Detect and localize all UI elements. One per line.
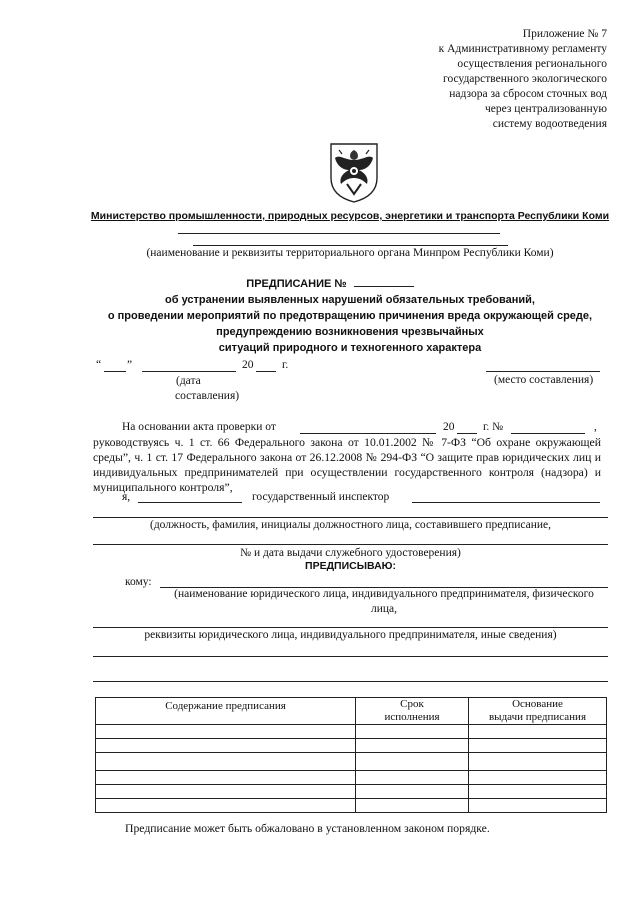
- header-content: [96, 698, 356, 725]
- coat-of-arms-icon: [327, 140, 381, 204]
- table-cell[interactable]: [469, 799, 607, 813]
- title-subline: о проведении мероприятий по предотвращению причинения вреда окружающей среде,: [107, 310, 593, 322]
- table-cell[interactable]: [96, 785, 356, 799]
- header-deadline-line: Срок: [400, 698, 424, 710]
- official-caption: (должность, фамилия, инициалы должностного лица, составившего предписание,: [149, 519, 552, 531]
- table-cell[interactable]: [356, 725, 469, 739]
- appendix-line: государственного экологического: [443, 73, 607, 85]
- table-cell[interactable]: [356, 771, 469, 785]
- table-cell[interactable]: [469, 771, 607, 785]
- table-row: [96, 785, 607, 799]
- prescriptions-table: [95, 697, 607, 813]
- act-number-label: г. №: [483, 421, 504, 433]
- header-basis-line: выдачи предписания: [488, 711, 587, 723]
- appendix-line: к Административному регламенту: [438, 43, 607, 55]
- table-cell[interactable]: [356, 739, 469, 753]
- act-date-blank-line: [300, 433, 436, 434]
- entity-caption: [160, 587, 608, 617]
- date-year: 20: [242, 359, 254, 371]
- organ-blank-line-1: [178, 233, 500, 234]
- ministry-name: Министерство промышленности, природных ресурсов, энергетики и транспорта Республики Коми: [90, 210, 610, 222]
- table-cell[interactable]: [469, 739, 607, 753]
- table-cell[interactable]: [356, 785, 469, 799]
- table-cell[interactable]: [96, 799, 356, 813]
- entity-caption-line: (наименование юридического лица, индивидуального предпринимателя, физического: [174, 588, 594, 600]
- appendix-line: надзора за сбросом сточных вод: [449, 88, 607, 100]
- extra-blank-line-1: [93, 656, 608, 657]
- year-blank-line: [256, 371, 276, 372]
- header-content-text: Содержание предписания: [165, 700, 286, 712]
- prescribe-heading: ПРЕДПИСЫВАЮ:: [305, 560, 396, 572]
- table-header-row: [96, 698, 607, 725]
- appendix-line: систему водоотведения: [492, 118, 607, 130]
- table-cell[interactable]: [96, 771, 356, 785]
- date-caption-line: составления): [175, 390, 240, 402]
- inspector-ya: я,: [122, 491, 131, 503]
- header-basis-line: Основание: [512, 698, 563, 710]
- appendix-line: Приложение № 7: [522, 28, 607, 40]
- inspector-blank-line-left: [138, 502, 242, 503]
- act-number-blank-line: [511, 433, 585, 434]
- table-row: [96, 771, 607, 785]
- inspector-blank-line-right: [412, 502, 600, 503]
- date-caption-line: (дата: [176, 375, 201, 387]
- header-deadline-line: исполнения: [384, 711, 440, 723]
- place-blank-line: [486, 371, 600, 372]
- table-cell[interactable]: [96, 753, 356, 771]
- table-row: [96, 739, 607, 753]
- appeal-footer: Предписание может быть обжаловано в установленном законом порядке.: [125, 822, 490, 835]
- table-row: [96, 799, 607, 813]
- act-year: 20: [443, 421, 455, 433]
- inspector-label: государственный инспектор: [252, 491, 390, 503]
- table-row: [96, 725, 607, 739]
- place-caption: (место составления): [494, 374, 594, 386]
- title-subline: об устранении выявленных нарушений обязательных требований,: [165, 294, 535, 306]
- appendix-line: через централизованную: [485, 103, 607, 115]
- title-subline: предупреждению возникновения чрезвычайных: [216, 326, 484, 338]
- extra-blank-line-2: [93, 681, 608, 682]
- month-blank-line: [142, 371, 236, 372]
- entity-caption-line: лица,: [370, 603, 398, 615]
- appendix-line: осуществления регионального: [457, 58, 607, 70]
- act-comma: ,: [594, 421, 597, 433]
- basis-line-1: На основании акта проверки от: [122, 421, 276, 433]
- certificate-blank-line: [93, 544, 608, 545]
- header-basis: [469, 698, 607, 725]
- title-subline: ситуаций природного и техногенного характера: [218, 342, 482, 354]
- table-cell[interactable]: [356, 753, 469, 771]
- certificate-caption: № и дата выдачи служебного удостоверения): [240, 547, 461, 559]
- header-deadline: [356, 698, 469, 725]
- to-whom-label: кому:: [125, 576, 152, 588]
- date-year-suffix: г.: [282, 359, 289, 371]
- requisites-caption: реквизиты юридического лица, индивидуального предпринимателя, иные сведения): [144, 629, 557, 641]
- prescription-title: [60, 275, 640, 356]
- act-year-blank-line: [457, 433, 477, 434]
- table-cell[interactable]: [356, 799, 469, 813]
- table-row: [96, 753, 607, 771]
- organ-caption: (наименование и реквизиты территориального органа Минпром Республики Коми): [146, 247, 554, 259]
- date-open-quote: “: [96, 359, 102, 371]
- table-cell[interactable]: [469, 725, 607, 739]
- date-close-quote: ”: [127, 359, 133, 371]
- date-caption: [176, 374, 239, 404]
- table-cell[interactable]: [469, 753, 607, 771]
- title-number-blank: [354, 275, 414, 287]
- basis-paragraph: руководствуясь ч. 1 ст. 66 Федерального закона от 10.01.2002 № 7-ФЗ “Об охране окружающей среды”, ч. 1 ст. 17 Федерального закона от 26.12.2008 № 294-ФЗ “О защите прав юридических лиц и индивидуальных предпринимателей при осуществлении государственного контроля (надзора) и муниципального контроля”,: [93, 436, 601, 494]
- table-cell[interactable]: [96, 725, 356, 739]
- title-number-line: [60, 275, 640, 292]
- table-cell[interactable]: [96, 739, 356, 753]
- day-blank-line: [104, 371, 126, 372]
- table-cell[interactable]: [469, 785, 607, 799]
- appendix-block: [307, 27, 607, 132]
- title-main: ПРЕДПИСАНИЕ №: [246, 278, 347, 290]
